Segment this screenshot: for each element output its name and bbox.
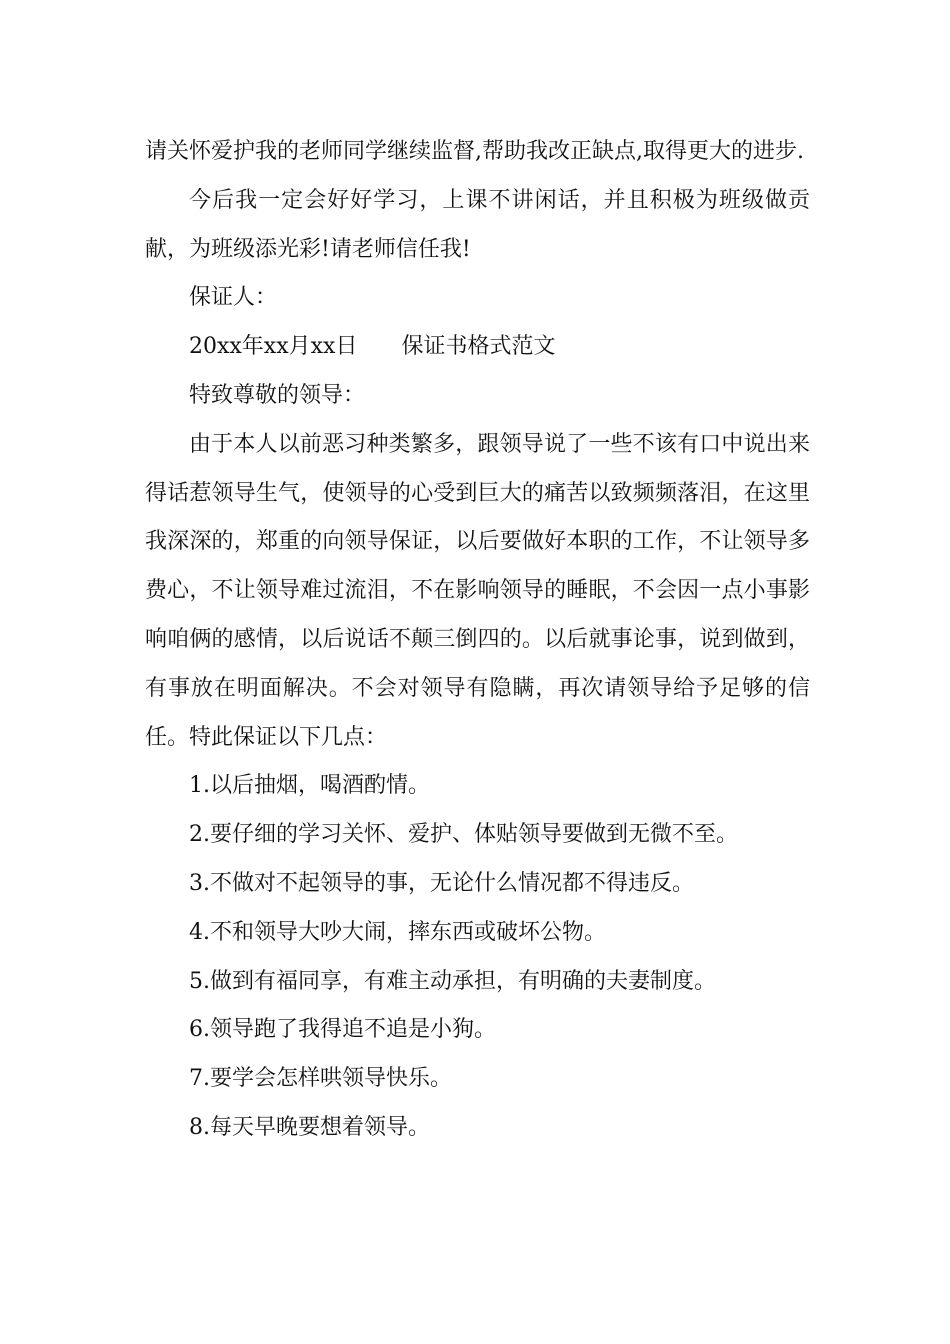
guarantor-label: 保证人： (189, 285, 278, 311)
list-item: 3.不做对不起领导的事，无论什么情况都不得违反。 (189, 870, 694, 896)
list-item: 8.每天早晚要想着领导。 (189, 1114, 430, 1140)
list-item: 4.不和领导大吵大闹，摔东西或破坏公物。 (189, 919, 606, 945)
list-item: 5.做到有福同享，有难主动承担，有明确的夫妻制度。 (189, 968, 716, 994)
list-item: 7.要学会怎样哄领导快乐。 (189, 1066, 452, 1092)
section-title: 保证书格式范文 (401, 334, 556, 360)
list-item: 2.要仔细的学习关怀、爱护、体贴领导要做到无微不至。 (189, 822, 738, 848)
paragraph-supervision: 请关怀爱护我的老师同学继续监督,帮助我改正缺点,取得更大的进步. (145, 139, 804, 164)
document-content (145, 128, 810, 1153)
list-item: 6.领导跑了我得追不追是小狗。 (189, 1017, 496, 1043)
paragraph-promise: 今后我一定会好好学习，上课不讲闲话，并且积极为班级做贡献，为班级添光彩!请老师信任我! (145, 187, 810, 262)
date-line (145, 323, 810, 372)
date-text: 20xx年xx月xx日 (189, 334, 358, 360)
salutation: 特致尊敬的领导： (189, 382, 366, 408)
list-item: 1.以后抽烟，喝酒酌情。 (189, 773, 430, 799)
body-paragraph: 由于本人以前恶习种类繁多，跟领导说了一些不该有口中说出来得话惹领导生气，使领导的心受到巨大的痛苦以致频频落泪，在这里我深深的，郑重的向领导保证，以后要做好本职的工作，不让领导多费心，不让领导难过流泪，不在影响领导的睡眠，不会因一点小事影响咱俩的感情，以后说话不颠三倒四的。以后就事论事，说到做到，有事放在明面解决。不会对领导有隐瞒，再次请领导给予足够的信任。特此保证以下几点： (145, 431, 810, 750)
